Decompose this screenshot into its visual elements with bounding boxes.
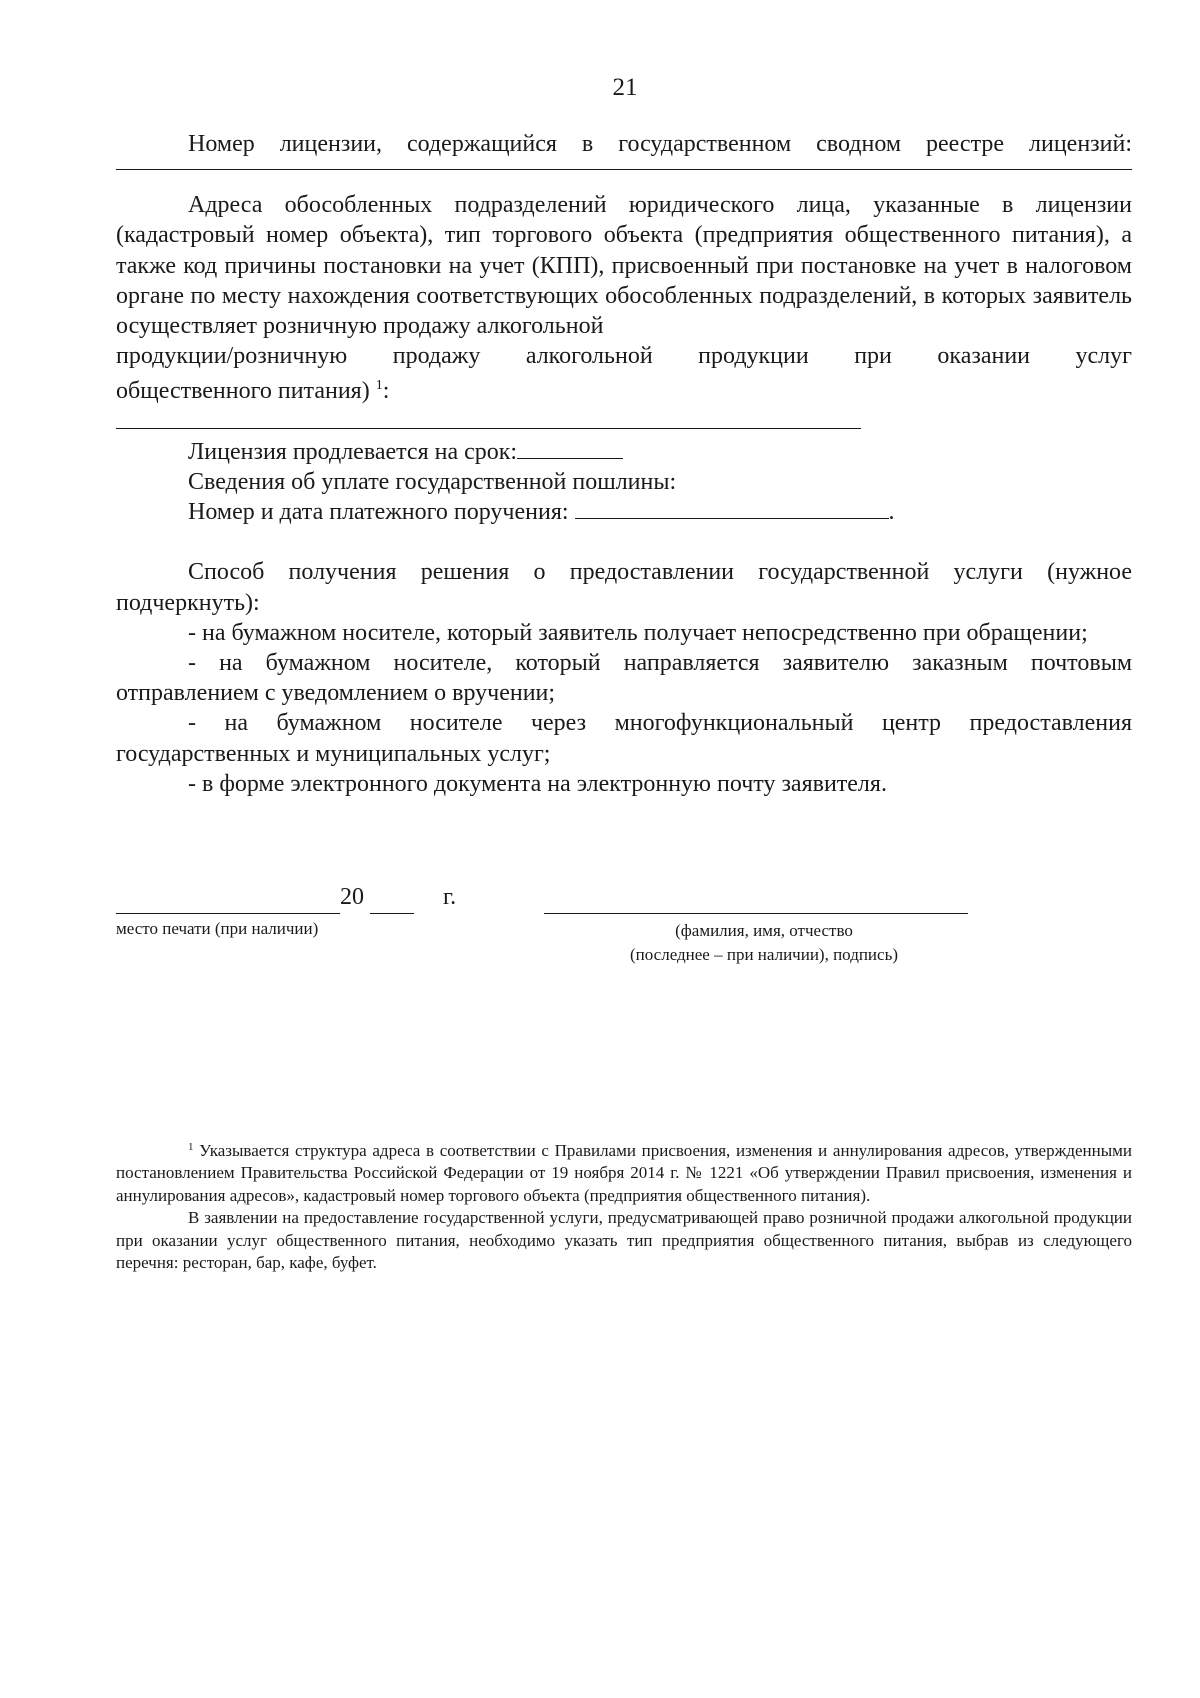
signature-label-line2: (последнее – при наличии), подпись) [629,945,898,964]
addresses-field[interactable] [116,408,861,429]
year-field[interactable] [370,913,414,914]
fee-label: Сведения об уплате государственной пошлины: [188,469,677,496]
method-option-electronic[interactable]: - в форме электронного документа на электронную почту заявителя. [188,770,887,797]
addresses-tail-line [116,371,1132,436]
payment-line [116,497,1132,527]
method-option-paper-mail[interactable]: - на бумажном носителе, который направляется заявителю заказным почтовым отправлением с уведомлением о вручении; [116,650,1132,707]
footnote-reference: 1 [375,378,383,394]
addresses-text: Адреса обособленных подразделений юридического лица, указанные в лицензии (кадастровый номер объекта), тип торгового объекта (предприятия общественного питания), а также код причины постановки на учет (КПП), присвоенный при постановке на учет в налоговом органе по месту нахождения соответствующих обособленных подразделений, в которых заявитель осуществляет розничную продажу алкогольной [116,192,1132,340]
license-number-field[interactable] [116,168,1132,170]
payment-end: . [888,499,895,526]
method-option-paper-mfc[interactable]: - на бумажном носителе через многофункциональный центр предоставления государственных и муниципальных услуг; [116,710,1132,767]
payment-label: Номер и дата платежного поручения: [188,499,569,526]
addresses-paragraph [116,190,1132,371]
stamp-label: место печати (при наличии) [116,919,319,938]
renewal-field[interactable] [517,438,623,459]
renewal-line [116,437,1132,467]
form-body [116,129,1132,799]
year-suffix: г. [443,884,457,910]
date-field[interactable] [116,913,340,914]
footnote-mark: 1 [188,1141,194,1153]
year-prefix: 20 [340,884,364,910]
signature-label [560,919,968,967]
footnote-1-text: Указывается структура адреса в соответствии с Правилами присвоения, изменения и аннулирования адресов, утвержденными постановлением Правительства Российской Федерации от 19 ноября 2014 г. № 1221 «Об утверждении Правил присвоения, изменения и аннулирования адресов», кадастровый номер торгового объекта (предприятия общественного питания). [116,1141,1133,1205]
footnote-1 [116,1136,1132,1207]
license-number-label: Номер лицензии, содержащийся в государственном сводном реестре лицензий: [188,131,1132,157]
colon: : [382,378,390,405]
spacer [116,527,1132,557]
payment-field[interactable] [575,498,889,519]
page-number: 21 [612,74,638,101]
signature-field[interactable] [544,913,968,914]
footnotes [116,1136,1132,1274]
addresses-last-justified: продукции/розничную продажу алкогольной продукции при оказании услуг [116,343,1132,370]
footnote-2: В заявлении на предоставление государственной услуги, предусматривающей право розничной продажи алкогольной продукции при оказании услуг общественного питания, необходимо указать тип предприятия общественного питания, выбрав из следующего перечня: ресторан, бар, кафе, буфет. [116,1208,1132,1273]
signature-label-line1: (фамилия, имя, отчество [675,921,853,940]
addresses-tail: общественного питания) [116,378,370,405]
method-option-paper-direct[interactable]: - на бумажном носителе, который заявитель получает непосредственно при обращении; [188,619,1088,646]
method-intro: Способ получения решения о предоставлении государственной услуги (нужное подчеркнуть): [116,559,1132,616]
renewal-label: Лицензия продлевается на срок: [188,438,518,465]
